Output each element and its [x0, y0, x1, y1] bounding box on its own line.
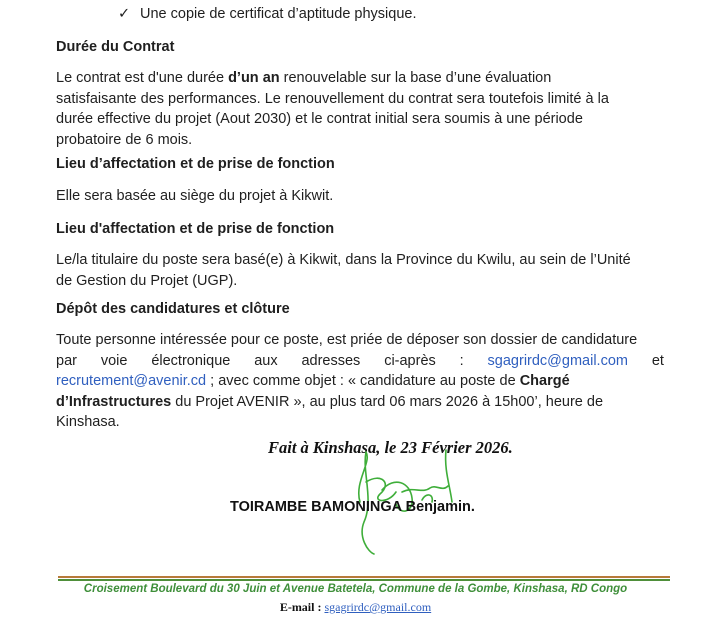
duration-highlight: d’un an: [228, 70, 280, 86]
heading-lieu-affectation-1: Lieu d’affectation et de prise de fonction: [56, 156, 335, 172]
depot-line-2: par voie électronique aux adresses ci-après : sgagrirdc@gmail.com et: [56, 351, 664, 372]
email-link-recrutement[interactable]: recrutement@avenir.cd: [56, 373, 207, 389]
signatory-name: TOIRAMBE BAMONINGA Benjamin.: [230, 499, 475, 515]
paragraph-lieu-2: Le/la titulaire du poste sera basé(e) à Kikwit, dans la Province du Kwilu, au sein de l’Unité de Gestion du Projet (UGP).: [56, 252, 631, 289]
footer-email-link[interactable]: sgagrirdc@gmail.com: [324, 600, 432, 614]
footer-email-line: [0, 600, 711, 615]
heading-depot: Dépôt des candidatures et clôture: [56, 301, 290, 317]
checklist-item: [118, 4, 416, 24]
paragraph-duree: Le contrat est d'une durée d’un an renouvelable sur la base d’une évaluation satisfaisante des performances. Le renouvellement du contrat sera toutefois limité à la durée effective du projet (Aout 2030) et le contrat initial sera soumis à une période probatoire de 6 mois.: [56, 70, 609, 148]
post-title-part1: Chargé: [519, 373, 570, 389]
place-and-date: Fait à Kinshasa, le 23 Février 2026.: [268, 438, 513, 457]
footer-rule-brown: [58, 576, 670, 578]
footer-address: Croisement Boulevard du 30 Juin et Avenue Batetela, Commune de la Gombe, Kinshasa, RD Congo: [83, 583, 628, 595]
footer-email-label: E-mail :: [279, 600, 322, 614]
heading-duree: Durée du Contrat: [56, 39, 175, 55]
post-title-part2: d’Infrastructures: [56, 393, 172, 410]
paragraph-depot: Toute personne intéressée pour ce poste, est priée de déposer son dossier de candidature par voie électronique aux adresses ci-après : sgagrirdc@gmail.com et recrutement@avenir.cd ; avec comme objet : « candidature au poste de Chargé d’Infrastructures du Projet AVENIR », au plus tard 06 mars 2026 à 15h00’, heure de Kinshasa.: [56, 332, 664, 430]
footer-rule-green: [58, 579, 670, 581]
check-icon: ✓: [118, 6, 131, 22]
paragraph-lieu-1: Elle sera basée au siège du projet à Kikwit.: [56, 188, 334, 204]
email-link-sgagrirdc[interactable]: sgagrirdc@gmail.com: [487, 352, 628, 369]
heading-lieu-affectation-2: Lieu d'affectation et de prise de fonction: [56, 221, 335, 237]
checklist-item-text: Une copie de certificat d’aptitude physique.: [140, 6, 417, 22]
